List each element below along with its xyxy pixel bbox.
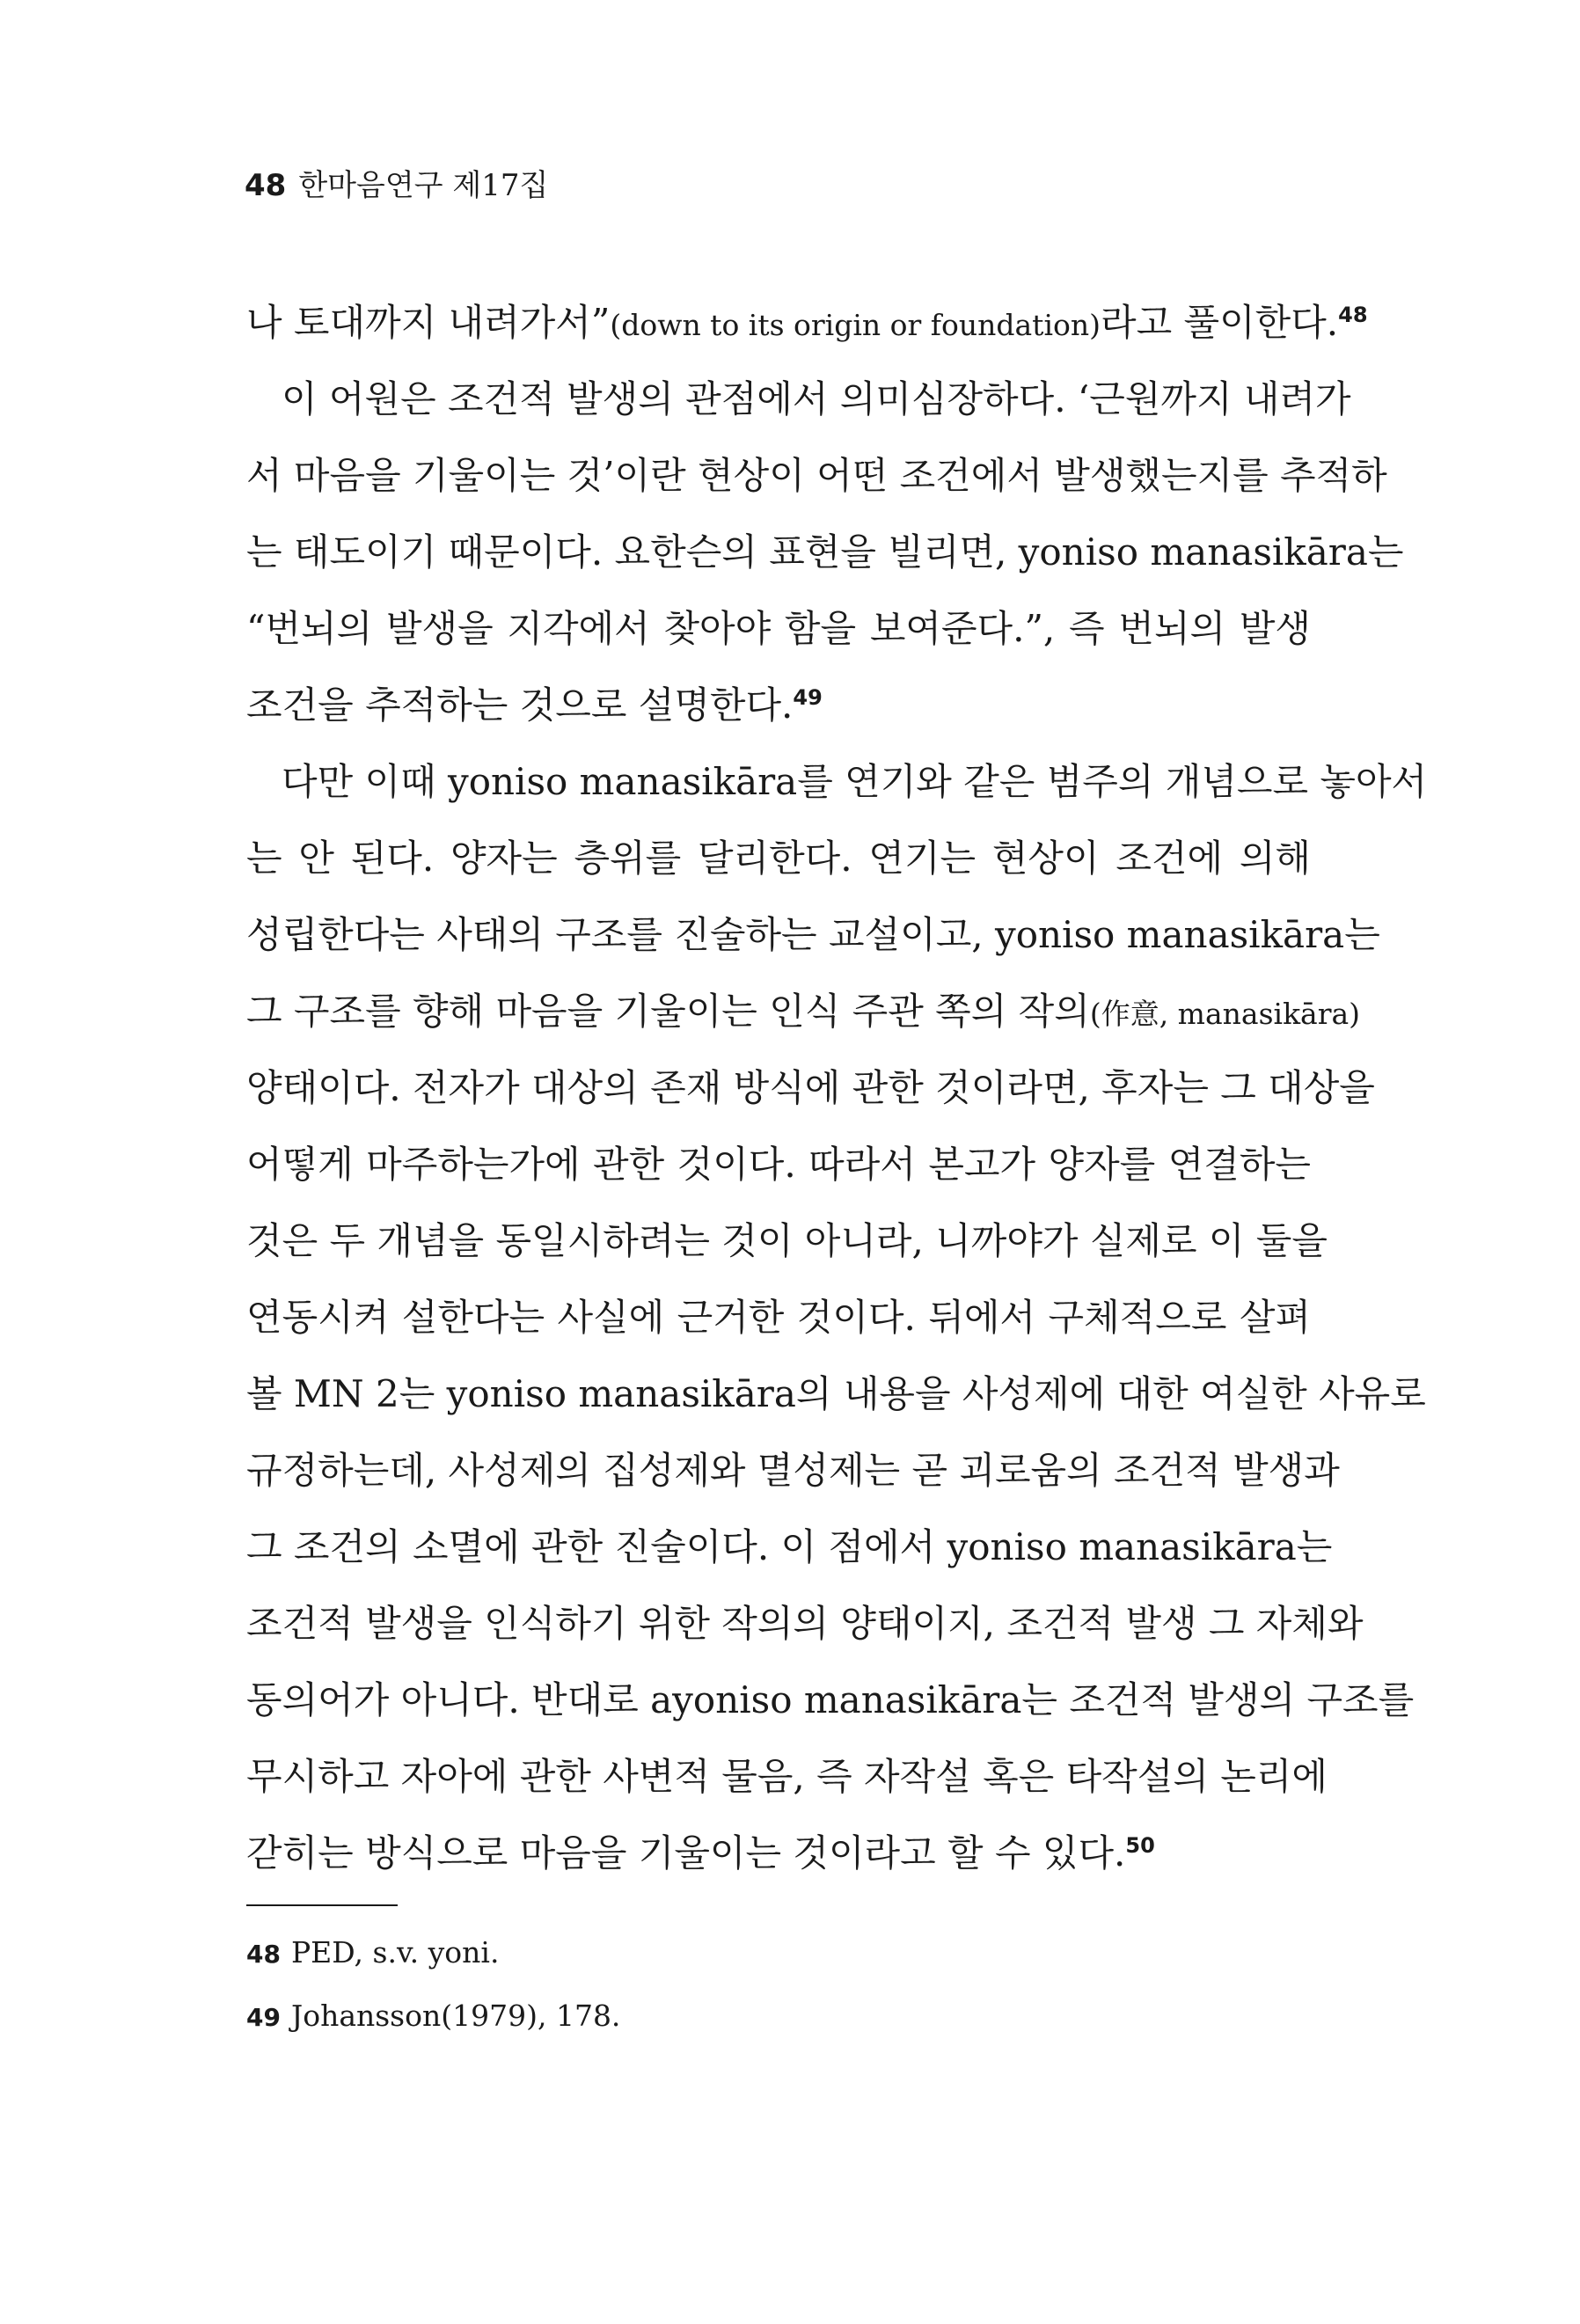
body-line-2: 이 어원은 조건적 발생의 관점에서 의미심장하다. ‘근원까지 내려가 — [282, 377, 1351, 420]
footnote-number: 48 — [246, 1940, 281, 1969]
body-line-3: 서 마음을 기울이는 것’이란 현상이 어떤 조건에서 발생했는지를 추적하 — [246, 454, 1387, 497]
footnote-48 — [246, 1932, 499, 1976]
body-line-11: 양태이다. 전자가 대상의 존재 방식에 관한 것이라면, 후자는 그 대상을 — [246, 1066, 1375, 1109]
body-line-7: 다만 이때 yoniso manasikāra를 연기와 같은 범주의 개념으로 놓아서 — [282, 760, 1428, 803]
body-line-10: 그 구조를 향해 마음을 기울이는 인식 주관 쪽의 작의(作意, manasikāra) — [246, 990, 1361, 1033]
body-line-9: 성립한다는 사태의 구조를 진술하는 교설이고, yoniso manasikāra는 — [246, 913, 1380, 956]
body-line-18: 조건적 발생을 인식하기 위한 작의의 양태이지, 조건적 발생 그 자체와 — [246, 1602, 1364, 1645]
body-line-5: “번뇌의 발생을 지각에서 찾아야 함을 보여준다.”, 즉 번뇌의 발생 — [246, 607, 1311, 650]
body-line-14: 연동시켜 설한다는 사실에 근거한 것이다. 뒤에서 구체적으로 살펴 — [246, 1296, 1311, 1339]
journal-title: 한마음연구 제17집 — [298, 168, 549, 203]
body-line-13: 것은 두 개념을 동일시하려는 것이 아니라, 니까야가 실제로 이 둘을 — [246, 1219, 1328, 1262]
footnote-ref-49: 49 — [793, 685, 823, 710]
running-head — [245, 164, 548, 208]
footnote-number: 49 — [246, 2003, 281, 2032]
footnote-ref-50: 50 — [1125, 1833, 1155, 1858]
body-line-8: 는 안 된다. 양자는 층위를 달리한다. 연기는 현상이 조건에 의해 — [246, 837, 1311, 880]
footnote-49 — [246, 1995, 620, 2039]
body-line-19: 동의어가 아니다. 반대로 ayoniso manasikāra는 조건적 발생의 구조를 — [246, 1678, 1415, 1721]
footnote-divider — [246, 1904, 398, 1906]
body-line-20: 무시하고 자아에 관한 사변적 물음, 즉 자작설 혹은 타작설의 논리에 — [246, 1755, 1328, 1798]
footnote-text: PED, s.v. yoni. — [290, 1935, 500, 1970]
body-line-6: 조건을 추적하는 것으로 설명한다.$^{49}$ — [246, 683, 823, 727]
body-line-16: 규정하는데, 사성제의 집성제와 멸성제는 곧 괴로움의 조건적 발생과 — [246, 1449, 1340, 1492]
body-line-21: 갇히는 방식으로 마음을 기울이는 것이라고 할 수 있다.$^{50}$ — [246, 1831, 1155, 1875]
body-line-15: 볼 MN 2는 yoniso manasikāra의 내용을 사성제에 대한 여실한 사유로 — [246, 1372, 1426, 1415]
body-line-12: 어떻게 마주하는가에 관한 것이다. 따라서 본고가 양자를 연결하는 — [246, 1143, 1311, 1186]
footnote-text: Johansson(1979), 178. — [290, 1999, 621, 2033]
page-number: 48 — [245, 168, 287, 203]
body-line-1: 나 토대까지 내려가서”(down to its origin or foundation)라고 풀이한다.$^{48}$ — [246, 301, 1368, 344]
body-line-4: 는 태도이기 때문이다. 요한슨의 표현을 빌리면, yoniso manasikāra는 — [246, 530, 1404, 574]
footnote-ref-48: 48 — [1338, 303, 1368, 327]
body-line-17: 그 조건의 소멸에 관한 진술이다. 이 점에서 yoniso manasikāra는 — [246, 1525, 1333, 1568]
